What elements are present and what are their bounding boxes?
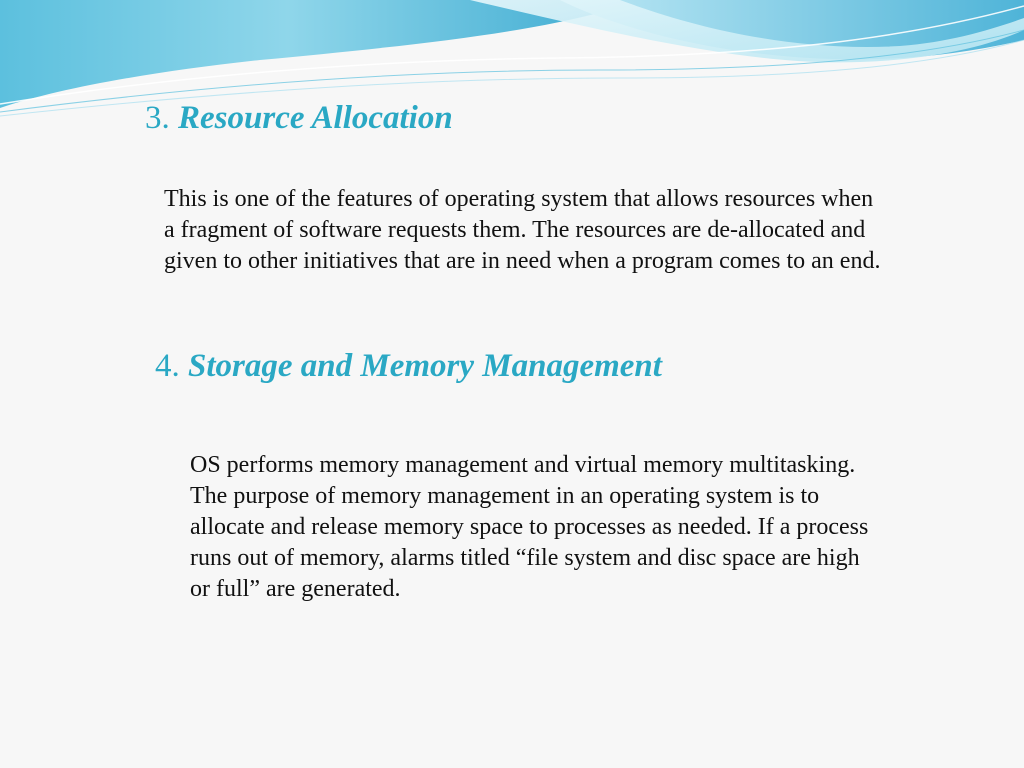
section-heading-resource-allocation	[145, 100, 453, 137]
section-body-resource-allocation: This is one of the features of operating system that allows resources when a fragment of software requests them. The resources are de-allocated and given to other initiatives that are in need when a program comes to an end.	[164, 186, 881, 274]
section-title: Resource Allocation	[178, 100, 453, 136]
section-number: 4.	[155, 348, 180, 384]
section-heading-storage-memory-management	[155, 348, 662, 385]
section-title: Storage and Memory Management	[188, 348, 662, 384]
section-number: 3.	[145, 100, 170, 136]
section-body-storage-memory-management: OS performs memory management and virtual memory multitasking. The purpose of memory management in an operating system is to allocate and release memory space to processes as needed. If a process runs out of memory, alarms titled “file system and disc space are high or full” are generated.	[190, 452, 869, 602]
